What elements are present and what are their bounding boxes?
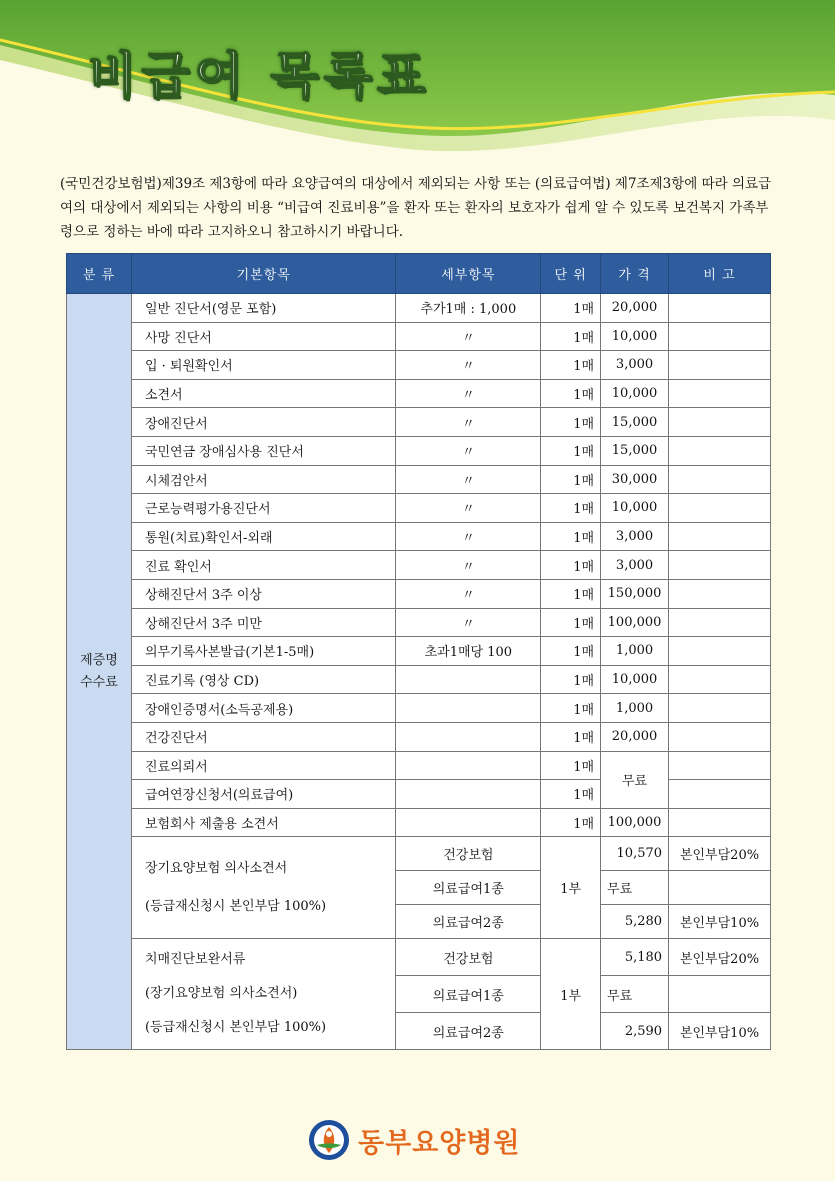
table-row xyxy=(67,751,771,780)
group-basic-item xyxy=(131,939,396,1050)
price-cell: 150,000 xyxy=(601,579,669,608)
price-cell: 10,570 xyxy=(601,837,669,871)
note-cell xyxy=(669,608,771,637)
detail-item: 의료급여1종 xyxy=(396,976,541,1013)
note-cell: 본인부담10% xyxy=(669,1013,771,1050)
basic-item: 근로능력평가용진단서 xyxy=(131,494,396,523)
table-row xyxy=(67,379,771,408)
note-cell xyxy=(669,494,771,523)
table-row xyxy=(67,722,771,751)
detail-item: 〃 xyxy=(396,408,541,437)
detail-item: 〃 xyxy=(396,551,541,580)
note-cell xyxy=(669,722,771,751)
unit-cell: 1부 xyxy=(541,837,601,939)
table-row xyxy=(67,322,771,351)
unit-cell: 1매 xyxy=(541,665,601,694)
detail-item: 〃 xyxy=(396,322,541,351)
unit-cell: 1매 xyxy=(541,637,601,666)
note-cell xyxy=(669,322,771,351)
price-cell: 100,000 xyxy=(601,808,669,837)
basic-item: 장애인증명서(소득공제용) xyxy=(131,694,396,723)
hospital-name: 동부요양병원 xyxy=(358,1127,521,1159)
intro-paragraph: (국민건강보험법)제39조 제3항에 따라 요양급여의 대상에서 제외되는 사항 또는 (의료급여법) 제7조제3항에 따라 의료급여의 대상에서 제외되는 사항의 비용 “비급여 진료비용”을 환자 또는 환자의 보호자가 쉽게 알 수 있도록 보건복지 가족부령으로 정하는 바에 따라 고지하오니 참고하시기 바랍니다. xyxy=(60,176,772,240)
note-cell xyxy=(669,579,771,608)
price-cell: 3,000 xyxy=(601,351,669,380)
table-row xyxy=(67,551,771,580)
unit-cell: 1매 xyxy=(541,322,601,351)
price-table xyxy=(66,253,771,1050)
price-cell: 10,000 xyxy=(601,379,669,408)
detail-item: 〃 xyxy=(396,608,541,637)
basic-item: 장애진단서 xyxy=(131,408,396,437)
detail-item: 〃 xyxy=(396,465,541,494)
group-basic-item xyxy=(131,837,396,939)
note-cell xyxy=(669,665,771,694)
note-cell xyxy=(669,522,771,551)
note-cell xyxy=(669,871,771,905)
basic-item: 보험회사 제출용 소견서 xyxy=(131,808,396,837)
detail-item xyxy=(396,808,541,837)
note-cell xyxy=(669,780,771,809)
unit-cell: 1매 xyxy=(541,722,601,751)
category-label: 제증명 수수료 xyxy=(80,652,118,690)
note-cell xyxy=(669,976,771,1013)
basic-item: 급여연장신청서(의료급여) xyxy=(131,780,396,809)
unit-cell: 1매 xyxy=(541,579,601,608)
detail-item: 초과1매당 100 xyxy=(396,637,541,666)
table-row xyxy=(67,808,771,837)
note-cell xyxy=(669,751,771,780)
table-row xyxy=(67,351,771,380)
note-cell xyxy=(669,436,771,465)
table-row xyxy=(67,579,771,608)
basic-item: 일반 진단서(영문 포함) xyxy=(131,294,396,323)
basic-item: 통원(치료)확인서-외래 xyxy=(131,522,396,551)
price-cell: 3,000 xyxy=(601,551,669,580)
table-row xyxy=(67,939,771,976)
unit-cell: 1부 xyxy=(541,939,601,1050)
price-cell: 15,000 xyxy=(601,436,669,465)
unit-cell: 1매 xyxy=(541,436,601,465)
basic-item: 진료의뢰서 xyxy=(131,751,396,780)
note-cell xyxy=(669,465,771,494)
basic-item: 의무기록사본발급(기본1-5매) xyxy=(131,637,396,666)
detail-item: 추가1매 : 1,000 xyxy=(396,294,541,323)
price-cell: 2,590 xyxy=(601,1013,669,1050)
header-basic: 기본항목 xyxy=(131,254,396,294)
basic-item: 입 · 퇴원확인서 xyxy=(131,351,396,380)
page-title: 비급여 목록표 xyxy=(88,47,431,105)
price-cell: 10,000 xyxy=(601,494,669,523)
note-cell xyxy=(669,351,771,380)
price-cell: 15,000 xyxy=(601,408,669,437)
basic-item: 건강진단서 xyxy=(131,722,396,751)
detail-item: 〃 xyxy=(396,579,541,608)
detail-item: 의료급여1종 xyxy=(396,871,541,905)
price-cell: 30,000 xyxy=(601,465,669,494)
unit-cell: 1매 xyxy=(541,808,601,837)
table-row xyxy=(67,436,771,465)
group-line: (장기요양보험 의사소견서) xyxy=(144,986,298,1002)
basic-item: 국민연금 장애심사용 진단서 xyxy=(131,436,396,465)
table-row xyxy=(67,637,771,666)
note-cell xyxy=(669,379,771,408)
note-cell: 본인부담20% xyxy=(669,837,771,871)
header-category: 분 류 xyxy=(67,254,132,294)
header-note: 비 고 xyxy=(669,254,771,294)
table-row xyxy=(67,522,771,551)
price-cell: 3,000 xyxy=(601,522,669,551)
header-price: 가 격 xyxy=(601,254,669,294)
price-cell: 5,280 xyxy=(601,905,669,939)
unit-cell: 1매 xyxy=(541,408,601,437)
table-row xyxy=(67,408,771,437)
detail-item: 〃 xyxy=(396,522,541,551)
price-cell: 10,000 xyxy=(601,665,669,694)
unit-cell: 1매 xyxy=(541,294,601,323)
unit-cell: 1매 xyxy=(541,608,601,637)
table-row xyxy=(67,294,771,323)
unit-cell: 1매 xyxy=(541,522,601,551)
unit-cell: 1매 xyxy=(541,494,601,523)
unit-cell: 1매 xyxy=(541,551,601,580)
price-cell: 10,000 xyxy=(601,322,669,351)
detail-item xyxy=(396,780,541,809)
basic-item: 시체검안서 xyxy=(131,465,396,494)
group-line: (등급재신청시 본인부담 100%) xyxy=(144,1020,327,1036)
table-row xyxy=(67,465,771,494)
footer-logo xyxy=(308,1115,521,1165)
basic-item: 상해진단서 3주 이상 xyxy=(131,579,396,608)
detail-item: 건강보험 xyxy=(396,939,541,976)
table-row xyxy=(67,665,771,694)
detail-item: 의료급여2종 xyxy=(396,1013,541,1050)
unit-cell: 1매 xyxy=(541,780,601,809)
basic-item: 진료기록 (영상 CD) xyxy=(131,665,396,694)
table-header-row xyxy=(67,254,771,294)
note-cell xyxy=(669,808,771,837)
price-cell: 1,000 xyxy=(601,694,669,723)
price-cell-free: 무료 xyxy=(601,751,669,808)
note-cell xyxy=(669,408,771,437)
header-banner xyxy=(0,0,835,170)
hospital-emblem-icon xyxy=(308,1119,350,1161)
header-unit: 단 위 xyxy=(541,254,601,294)
table-row xyxy=(67,494,771,523)
basic-item: 진료 확인서 xyxy=(131,551,396,580)
table-row xyxy=(67,694,771,723)
unit-cell: 1매 xyxy=(541,351,601,380)
detail-item: 의료급여2종 xyxy=(396,905,541,939)
price-cell: 무료 xyxy=(601,871,669,905)
note-cell: 본인부담20% xyxy=(669,939,771,976)
category-cell xyxy=(67,294,132,1050)
header-detail: 세부항목 xyxy=(396,254,541,294)
group-line: 장기요양보험 의사소견서 xyxy=(144,860,288,876)
detail-item xyxy=(396,722,541,751)
note-cell xyxy=(669,637,771,666)
note-cell xyxy=(669,551,771,580)
price-cell: 100,000 xyxy=(601,608,669,637)
detail-item: 〃 xyxy=(396,436,541,465)
unit-cell: 1매 xyxy=(541,751,601,780)
note-cell xyxy=(669,694,771,723)
table-row xyxy=(67,608,771,637)
price-cell: 20,000 xyxy=(601,294,669,323)
price-cell: 무료 xyxy=(601,976,669,1013)
group-line: 치매진단보완서류 xyxy=(144,952,246,968)
detail-item: 〃 xyxy=(396,351,541,380)
detail-item xyxy=(396,694,541,723)
basic-item: 사망 진단서 xyxy=(131,322,396,351)
price-cell: 20,000 xyxy=(601,722,669,751)
basic-item: 소견서 xyxy=(131,379,396,408)
unit-cell: 1매 xyxy=(541,379,601,408)
unit-cell: 1매 xyxy=(541,694,601,723)
detail-item: 〃 xyxy=(396,494,541,523)
group-line: (등급재신청시 본인부담 100%) xyxy=(144,898,327,914)
price-cell: 5,180 xyxy=(601,939,669,976)
note-cell: 본인부담10% xyxy=(669,905,771,939)
detail-item: 〃 xyxy=(396,379,541,408)
unit-cell: 1매 xyxy=(541,465,601,494)
basic-item: 상해진단서 3주 미만 xyxy=(131,608,396,637)
table-row xyxy=(67,837,771,871)
detail-item xyxy=(396,665,541,694)
detail-item: 건강보험 xyxy=(396,837,541,871)
note-cell xyxy=(669,294,771,323)
detail-item xyxy=(396,751,541,780)
price-cell: 1,000 xyxy=(601,637,669,666)
